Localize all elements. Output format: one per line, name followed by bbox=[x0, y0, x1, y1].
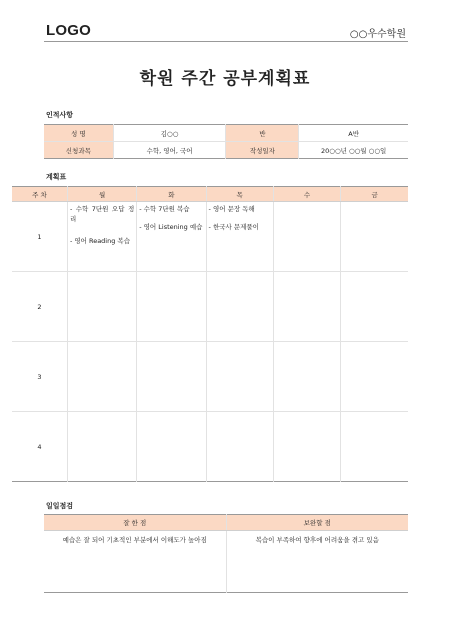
improve-points-header: 보완할 점 bbox=[226, 515, 408, 531]
review-header-row bbox=[44, 515, 408, 531]
academy-name: ○○우수학원 bbox=[349, 29, 406, 40]
improve-points-text: 복습이 부족하여 향후에 어려움을 겪고 있음 bbox=[226, 531, 408, 593]
plan-cell bbox=[341, 272, 408, 342]
plan-cell bbox=[206, 272, 273, 342]
header-tue: 화 bbox=[137, 187, 206, 202]
weekly-plan-table bbox=[12, 186, 408, 482]
header-mon: 월 bbox=[67, 187, 136, 202]
daily-review-table bbox=[44, 514, 408, 593]
personal-row bbox=[44, 125, 408, 142]
plan-item: - 수학 7단원 복습 bbox=[139, 205, 190, 213]
week-number: 1 bbox=[12, 202, 67, 272]
plan-cell bbox=[273, 202, 340, 272]
plan-cell bbox=[341, 342, 408, 412]
header-week: 주 차 bbox=[12, 187, 67, 202]
review-section-label: 일일점검 bbox=[46, 502, 74, 510]
good-points-header: 잘 한 점 bbox=[44, 515, 226, 531]
personal-section-label: 인적사항 bbox=[46, 111, 74, 119]
review-body-row bbox=[44, 531, 408, 593]
week-row bbox=[12, 342, 408, 412]
plan-section-label: 계획표 bbox=[46, 173, 67, 181]
plan-item: - 영어 Reading 복습 bbox=[69, 237, 130, 245]
good-points-text: 예습은 잘 되어 기초적인 부분에서 이해도가 높아짐 bbox=[62, 536, 207, 544]
plan-cell bbox=[137, 342, 206, 412]
plan-cell bbox=[67, 202, 136, 272]
logo: LOGO bbox=[46, 22, 91, 39]
plan-item: - 영어 문장 독해 bbox=[208, 205, 255, 213]
class-label: 반 bbox=[226, 125, 299, 142]
plan-cell bbox=[206, 202, 273, 272]
header-thu: 목 bbox=[206, 187, 273, 202]
plan-cell bbox=[341, 412, 408, 482]
plan-header-row bbox=[12, 187, 408, 202]
week-row bbox=[12, 272, 408, 342]
name-value: 김○○ bbox=[113, 125, 226, 142]
plan-cell bbox=[137, 412, 206, 482]
header-wed: 수 bbox=[273, 187, 340, 202]
plan-cell bbox=[67, 342, 136, 412]
class-value: A반 bbox=[299, 125, 408, 142]
plan-cell bbox=[67, 412, 136, 482]
plan-cell bbox=[206, 342, 273, 412]
date-value: 20○○년 ○○월 ○○일 bbox=[299, 142, 408, 159]
plan-item: - 영어 Listening 예습 bbox=[139, 223, 203, 231]
plan-cell bbox=[273, 342, 340, 412]
plan-item: - 한국사 문제풀이 bbox=[208, 223, 259, 231]
plan-item: - 수학 7단원 오답 정리 bbox=[69, 205, 135, 223]
plan-cell bbox=[273, 272, 340, 342]
name-label: 성 명 bbox=[44, 125, 113, 142]
plan-cell bbox=[137, 272, 206, 342]
week-number: 4 bbox=[37, 442, 42, 451]
plan-cell bbox=[206, 412, 273, 482]
week-row bbox=[12, 202, 408, 272]
header-fri: 금 bbox=[341, 187, 408, 202]
header-divider bbox=[44, 41, 408, 42]
subjects-label: 신청과목 bbox=[44, 142, 113, 159]
personal-row bbox=[44, 142, 408, 159]
plan-cell bbox=[341, 202, 408, 272]
plan-cell bbox=[67, 272, 136, 342]
week-row bbox=[12, 412, 408, 482]
document-title: 학원 주간 공부계획표 bbox=[139, 69, 311, 89]
subjects-value: 수학, 영어, 국어 bbox=[113, 142, 226, 159]
plan-cell bbox=[137, 202, 206, 272]
personal-info-table bbox=[44, 124, 408, 159]
plan-cell bbox=[273, 412, 340, 482]
week-number: 3 bbox=[12, 342, 67, 412]
date-label: 작성일자 bbox=[226, 142, 299, 159]
week-number: 2 bbox=[12, 272, 67, 342]
